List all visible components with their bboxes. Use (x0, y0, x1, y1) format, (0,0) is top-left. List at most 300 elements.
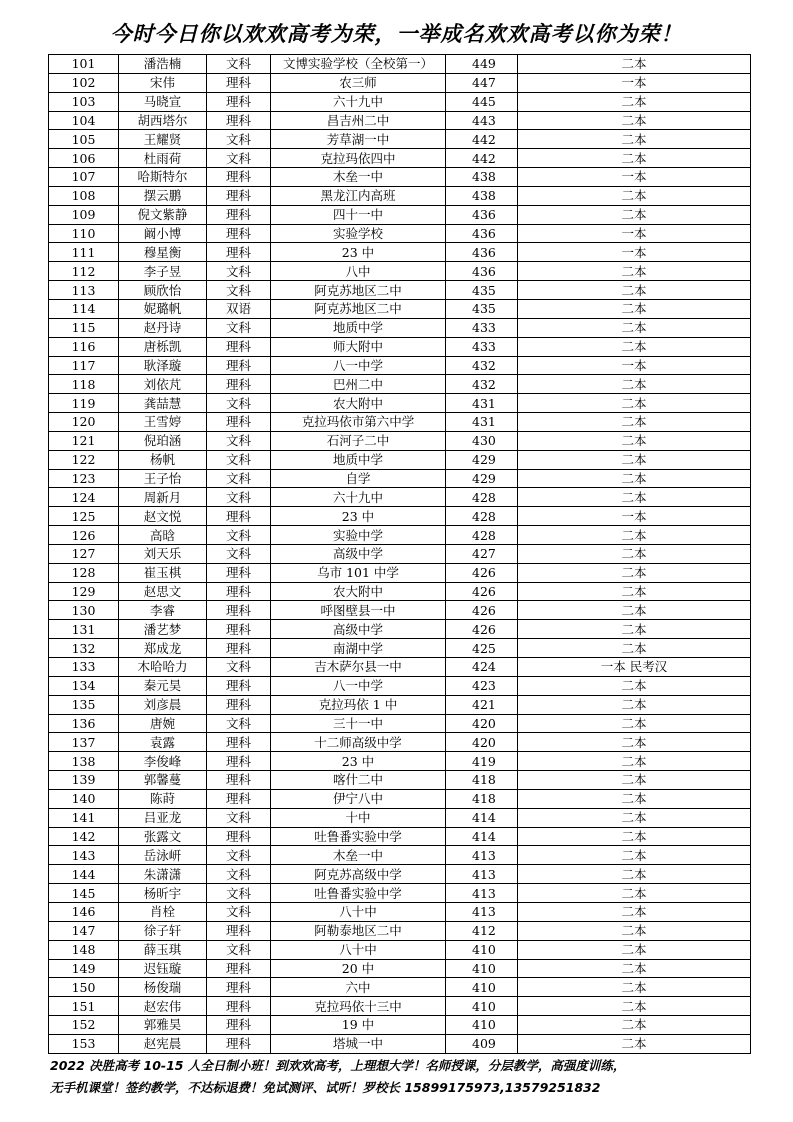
track-cell: 理科 (207, 224, 271, 243)
tier-cell: 一本 (518, 224, 751, 243)
footer-line-2: 无手机课堂！签约教学，不达标退费！免试测评、试听！罗校长 15899175973,13579251832 (50, 1080, 601, 1095)
rank-cell: 134 (49, 676, 119, 695)
tier-cell: 二本 (518, 488, 751, 507)
name-cell: 赵丹诗 (119, 318, 207, 337)
score-cell: 435 (446, 281, 518, 300)
track-cell: 理科 (207, 73, 271, 92)
score-cell: 443 (446, 111, 518, 130)
score-cell: 418 (446, 771, 518, 790)
rank-cell: 115 (49, 318, 119, 337)
score-cell: 409 (446, 1034, 518, 1053)
score-cell: 420 (446, 733, 518, 752)
name-cell: 潘艺梦 (119, 620, 207, 639)
school-cell: 巴州二中 (271, 375, 446, 394)
school-cell: 20 中 (271, 959, 446, 978)
table-row (49, 318, 751, 337)
name-cell: 杨俊瑞 (119, 978, 207, 997)
name-cell: 倪文紫静 (119, 205, 207, 224)
track-cell: 理科 (207, 1016, 271, 1035)
rank-cell: 137 (49, 733, 119, 752)
school-cell: 23 中 (271, 752, 446, 771)
school-cell: 十二师高级中学 (271, 733, 446, 752)
table-row (49, 676, 751, 695)
table-row (49, 356, 751, 375)
score-cell: 433 (446, 337, 518, 356)
tier-cell: 二本 (518, 544, 751, 563)
table-row (49, 752, 751, 771)
name-cell: 郭雅昊 (119, 1016, 207, 1035)
school-cell: 昌吉州二中 (271, 111, 446, 130)
rank-cell: 118 (49, 375, 119, 394)
name-cell: 赵宏伟 (119, 997, 207, 1016)
school-cell: 南湖中学 (271, 639, 446, 658)
table-row (49, 789, 751, 808)
rank-cell: 139 (49, 771, 119, 790)
rank-cell: 146 (49, 902, 119, 921)
school-cell: 吉木萨尔县一中 (271, 658, 446, 677)
tier-cell: 二本 (518, 262, 751, 281)
track-cell: 文科 (207, 544, 271, 563)
name-cell: 杜雨荷 (119, 149, 207, 168)
table-row (49, 205, 751, 224)
tier-cell: 一本 (518, 507, 751, 526)
score-cell: 414 (446, 808, 518, 827)
rank-cell: 135 (49, 695, 119, 714)
score-cell: 426 (446, 601, 518, 620)
table-row (49, 55, 751, 74)
track-cell: 理科 (207, 111, 271, 130)
score-cell: 413 (446, 902, 518, 921)
score-cell: 410 (446, 1016, 518, 1035)
school-cell: 吐鲁番实验中学 (271, 827, 446, 846)
track-cell: 文科 (207, 318, 271, 337)
track-cell: 理科 (207, 186, 271, 205)
tier-cell: 二本 (518, 865, 751, 884)
rank-cell: 127 (49, 544, 119, 563)
track-cell: 文科 (207, 808, 271, 827)
name-cell: 周新月 (119, 488, 207, 507)
name-cell: 陈莳 (119, 789, 207, 808)
tier-cell: 一本 民考汉 (518, 658, 751, 677)
tier-cell: 二本 (518, 92, 751, 111)
score-cell: 426 (446, 582, 518, 601)
rank-cell: 133 (49, 658, 119, 677)
table-row (49, 940, 751, 959)
tier-cell: 二本 (518, 55, 751, 74)
name-cell: 刘依芃 (119, 375, 207, 394)
school-cell: 吐鲁番实验中学 (271, 884, 446, 903)
school-cell: 19 中 (271, 1016, 446, 1035)
track-cell: 双语 (207, 299, 271, 318)
rank-cell: 123 (49, 469, 119, 488)
tier-cell: 二本 (518, 676, 751, 695)
score-cell: 442 (446, 130, 518, 149)
table-row (49, 563, 751, 582)
table-row (49, 168, 751, 187)
school-cell: 阿克苏地区二中 (271, 281, 446, 300)
track-cell: 理科 (207, 752, 271, 771)
rank-cell: 124 (49, 488, 119, 507)
name-cell: 张露文 (119, 827, 207, 846)
name-cell: 胡西塔尔 (119, 111, 207, 130)
score-cell: 426 (446, 620, 518, 639)
score-cell: 412 (446, 921, 518, 940)
table-row (49, 695, 751, 714)
rank-cell: 121 (49, 431, 119, 450)
name-cell: 崔玉棋 (119, 563, 207, 582)
score-cell: 413 (446, 846, 518, 865)
score-cell: 410 (446, 997, 518, 1016)
track-cell: 文科 (207, 488, 271, 507)
score-cell: 418 (446, 789, 518, 808)
tier-cell: 二本 (518, 149, 751, 168)
track-cell: 理科 (207, 563, 271, 582)
tier-cell: 二本 (518, 884, 751, 903)
school-cell: 十中 (271, 808, 446, 827)
school-cell: 克拉玛依市第六中学 (271, 413, 446, 432)
tier-cell: 二本 (518, 695, 751, 714)
name-cell: 唐栎凯 (119, 337, 207, 356)
score-cell: 447 (446, 73, 518, 92)
tier-cell: 二本 (518, 186, 751, 205)
tier-cell: 二本 (518, 1016, 751, 1035)
rank-cell: 142 (49, 827, 119, 846)
score-cell: 442 (446, 149, 518, 168)
school-cell: 黑龙江内高班 (271, 186, 446, 205)
school-cell: 农大附中 (271, 582, 446, 601)
rank-cell: 149 (49, 959, 119, 978)
school-cell: 六中 (271, 978, 446, 997)
table-row (49, 921, 751, 940)
rank-cell: 101 (49, 55, 119, 74)
name-cell: 徐子轩 (119, 921, 207, 940)
tier-cell: 二本 (518, 902, 751, 921)
name-cell: 木哈哈力 (119, 658, 207, 677)
rank-cell: 130 (49, 601, 119, 620)
score-cell: 413 (446, 865, 518, 884)
table-row (49, 884, 751, 903)
track-cell: 理科 (207, 771, 271, 790)
rank-cell: 138 (49, 752, 119, 771)
school-cell: 地质中学 (271, 318, 446, 337)
track-cell: 文科 (207, 450, 271, 469)
school-cell: 地质中学 (271, 450, 446, 469)
table-row (49, 469, 751, 488)
track-cell: 文科 (207, 865, 271, 884)
track-cell: 理科 (207, 601, 271, 620)
table-row (49, 262, 751, 281)
rank-cell: 108 (49, 186, 119, 205)
rank-cell: 128 (49, 563, 119, 582)
rank-cell: 105 (49, 130, 119, 149)
score-cell: 432 (446, 375, 518, 394)
score-cell: 429 (446, 450, 518, 469)
track-cell: 文科 (207, 902, 271, 921)
table-row (49, 544, 751, 563)
track-cell: 文科 (207, 469, 271, 488)
name-cell: 唐婉 (119, 714, 207, 733)
track-cell: 文科 (207, 714, 271, 733)
name-cell: 摆云鹏 (119, 186, 207, 205)
tier-cell: 二本 (518, 413, 751, 432)
name-cell: 高晗 (119, 526, 207, 545)
score-cell: 414 (446, 827, 518, 846)
score-cell: 436 (446, 262, 518, 281)
track-cell: 理科 (207, 620, 271, 639)
track-cell: 理科 (207, 789, 271, 808)
rank-cell: 143 (49, 846, 119, 865)
tier-cell: 二本 (518, 733, 751, 752)
name-cell: 赵文悦 (119, 507, 207, 526)
score-cell: 425 (446, 639, 518, 658)
name-cell: 迟钰璇 (119, 959, 207, 978)
name-cell: 潘浩楠 (119, 55, 207, 74)
track-cell: 文科 (207, 281, 271, 300)
score-cell: 431 (446, 413, 518, 432)
track-cell: 文科 (207, 846, 271, 865)
score-cell: 421 (446, 695, 518, 714)
score-cell: 435 (446, 299, 518, 318)
tier-cell: 二本 (518, 130, 751, 149)
school-cell: 实验中学 (271, 526, 446, 545)
table-row (49, 865, 751, 884)
score-cell: 419 (446, 752, 518, 771)
track-cell: 理科 (207, 168, 271, 187)
school-cell: 喀什二中 (271, 771, 446, 790)
school-cell: 四十一中 (271, 205, 446, 224)
track-cell: 文科 (207, 884, 271, 903)
score-table-body (49, 55, 751, 1054)
name-cell: 妮璐帆 (119, 299, 207, 318)
track-cell: 理科 (207, 507, 271, 526)
rank-cell: 152 (49, 1016, 119, 1035)
rank-cell: 126 (49, 526, 119, 545)
score-cell: 428 (446, 488, 518, 507)
table-row (49, 714, 751, 733)
table-row (49, 130, 751, 149)
table-row (49, 299, 751, 318)
tier-cell: 二本 (518, 978, 751, 997)
tier-cell: 二本 (518, 450, 751, 469)
table-row (49, 186, 751, 205)
table-row (49, 526, 751, 545)
name-cell: 袁露 (119, 733, 207, 752)
score-cell: 436 (446, 205, 518, 224)
track-cell: 理科 (207, 921, 271, 940)
rank-cell: 102 (49, 73, 119, 92)
school-cell: 六十九中 (271, 488, 446, 507)
name-cell: 郭馨蔓 (119, 771, 207, 790)
school-cell: 师大附中 (271, 337, 446, 356)
track-cell: 文科 (207, 940, 271, 959)
tier-cell: 二本 (518, 111, 751, 130)
track-cell: 文科 (207, 431, 271, 450)
name-cell: 郑成龙 (119, 639, 207, 658)
tier-cell: 二本 (518, 827, 751, 846)
name-cell: 穆星衡 (119, 243, 207, 262)
rank-cell: 114 (49, 299, 119, 318)
name-cell: 顾欣怡 (119, 281, 207, 300)
score-cell: 410 (446, 978, 518, 997)
name-cell: 朱潇潇 (119, 865, 207, 884)
tier-cell: 二本 (518, 1034, 751, 1053)
track-cell: 文科 (207, 262, 271, 281)
school-cell: 农大附中 (271, 394, 446, 413)
rank-cell: 141 (49, 808, 119, 827)
track-cell: 理科 (207, 356, 271, 375)
tier-cell: 二本 (518, 752, 751, 771)
track-cell: 理科 (207, 827, 271, 846)
track-cell: 理科 (207, 413, 271, 432)
school-cell: 八一中学 (271, 356, 446, 375)
track-cell: 理科 (207, 695, 271, 714)
table-row (49, 450, 751, 469)
track-cell: 文科 (207, 130, 271, 149)
table-row (49, 431, 751, 450)
track-cell: 理科 (207, 375, 271, 394)
table-row (49, 507, 751, 526)
school-cell: 八十中 (271, 902, 446, 921)
name-cell: 宋伟 (119, 73, 207, 92)
tier-cell: 二本 (518, 299, 751, 318)
name-cell: 肖栓 (119, 902, 207, 921)
tier-cell: 二本 (518, 469, 751, 488)
school-cell: 实验学校 (271, 224, 446, 243)
rank-cell: 110 (49, 224, 119, 243)
score-cell: 427 (446, 544, 518, 563)
table-row (49, 601, 751, 620)
promo-banner: 今时今日你以欢欢高考为荣，一举成名欢欢高考以你为荣！ (110, 22, 683, 46)
tier-cell: 二本 (518, 639, 751, 658)
table-row (49, 978, 751, 997)
tier-cell: 二本 (518, 789, 751, 808)
table-row (49, 243, 751, 262)
table-row (49, 73, 751, 92)
rank-cell: 144 (49, 865, 119, 884)
tier-cell: 二本 (518, 318, 751, 337)
table-row (49, 639, 751, 658)
name-cell: 刘彦晨 (119, 695, 207, 714)
tier-cell: 二本 (518, 997, 751, 1016)
school-cell: 克拉玛依四中 (271, 149, 446, 168)
name-cell: 薛玉琪 (119, 940, 207, 959)
footer-ad (50, 1055, 770, 1099)
rank-cell: 140 (49, 789, 119, 808)
rank-cell: 122 (49, 450, 119, 469)
name-cell: 吕亚龙 (119, 808, 207, 827)
school-cell: 塔城一中 (271, 1034, 446, 1053)
score-cell: 420 (446, 714, 518, 733)
rank-cell: 150 (49, 978, 119, 997)
score-cell: 449 (446, 55, 518, 74)
table-row (49, 997, 751, 1016)
table-row (49, 413, 751, 432)
school-cell: 自学 (271, 469, 446, 488)
table-row (49, 771, 751, 790)
tier-cell: 二本 (518, 714, 751, 733)
score-cell: 429 (446, 469, 518, 488)
table-row (49, 92, 751, 111)
tier-cell: 二本 (518, 959, 751, 978)
score-cell: 431 (446, 394, 518, 413)
name-cell: 杨帆 (119, 450, 207, 469)
rank-cell: 151 (49, 997, 119, 1016)
track-cell: 文科 (207, 394, 271, 413)
rank-cell: 119 (49, 394, 119, 413)
school-cell: 阿克苏高级中学 (271, 865, 446, 884)
tier-cell: 二本 (518, 771, 751, 790)
tier-cell: 二本 (518, 394, 751, 413)
rank-cell: 129 (49, 582, 119, 601)
rank-cell: 113 (49, 281, 119, 300)
score-cell: 438 (446, 186, 518, 205)
name-cell: 王耀贤 (119, 130, 207, 149)
score-cell: 423 (446, 676, 518, 695)
school-cell: 阿克苏地区二中 (271, 299, 446, 318)
score-table (48, 54, 751, 1054)
name-cell: 龚喆慧 (119, 394, 207, 413)
score-cell: 445 (446, 92, 518, 111)
name-cell: 李睿 (119, 601, 207, 620)
table-row (49, 224, 751, 243)
school-cell: 乌市 101 中学 (271, 563, 446, 582)
tier-cell: 二本 (518, 921, 751, 940)
rank-cell: 153 (49, 1034, 119, 1053)
tier-cell: 二本 (518, 205, 751, 224)
name-cell: 赵思文 (119, 582, 207, 601)
tier-cell: 一本 (518, 356, 751, 375)
name-cell: 倪珀涵 (119, 431, 207, 450)
table-row (49, 337, 751, 356)
tier-cell: 二本 (518, 601, 751, 620)
tier-cell: 二本 (518, 563, 751, 582)
track-cell: 理科 (207, 733, 271, 752)
table-row (49, 827, 751, 846)
table-row (49, 488, 751, 507)
table-row (49, 808, 751, 827)
school-cell: 呼图壁县一中 (271, 601, 446, 620)
tier-cell: 二本 (518, 582, 751, 601)
name-cell: 王雪婷 (119, 413, 207, 432)
track-cell: 文科 (207, 149, 271, 168)
score-cell: 428 (446, 507, 518, 526)
school-cell: 阿勒泰地区二中 (271, 921, 446, 940)
name-cell: 杨昕宇 (119, 884, 207, 903)
name-cell: 岳泳岍 (119, 846, 207, 865)
track-cell: 理科 (207, 243, 271, 262)
score-cell: 438 (446, 168, 518, 187)
rank-cell: 109 (49, 205, 119, 224)
name-cell: 耿泽璇 (119, 356, 207, 375)
score-cell: 430 (446, 431, 518, 450)
table-row (49, 620, 751, 639)
table-row (49, 375, 751, 394)
school-cell: 高级中学 (271, 544, 446, 563)
tier-cell: 二本 (518, 620, 751, 639)
tier-cell: 二本 (518, 431, 751, 450)
score-cell: 410 (446, 940, 518, 959)
school-cell: 农三师 (271, 73, 446, 92)
rank-cell: 111 (49, 243, 119, 262)
rank-cell: 120 (49, 413, 119, 432)
rank-cell: 116 (49, 337, 119, 356)
tier-cell: 一本 (518, 73, 751, 92)
school-cell: 木垒一中 (271, 168, 446, 187)
table-row (49, 111, 751, 130)
score-cell: 432 (446, 356, 518, 375)
school-cell: 芳草湖一中 (271, 130, 446, 149)
score-cell: 413 (446, 884, 518, 903)
